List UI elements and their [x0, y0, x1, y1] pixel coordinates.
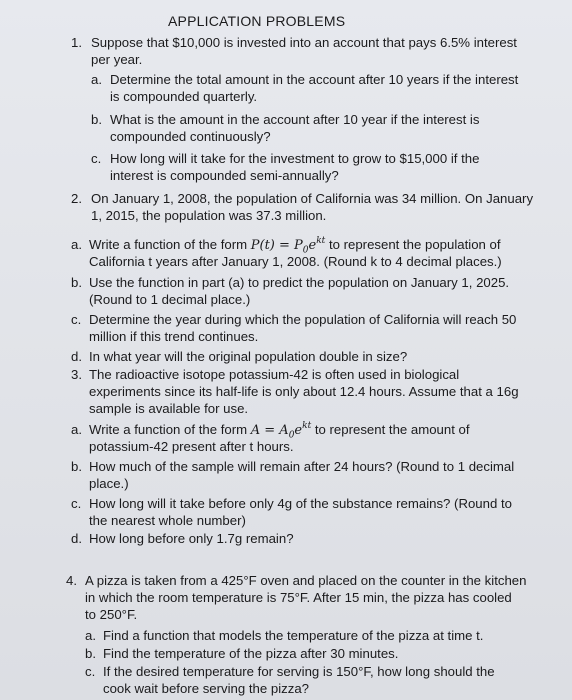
problem-2b [71, 274, 561, 308]
part-text-line: place.) [89, 476, 129, 491]
part-label: c. [91, 151, 102, 166]
problem-3a [71, 421, 561, 455]
part-label: a. [85, 628, 96, 643]
problem-3c [71, 495, 561, 529]
part-text-line: Find the temperature of the pizza after 30 minutes. [103, 646, 399, 661]
problem-number: 1. [71, 35, 82, 50]
part-label: b. [71, 459, 82, 474]
problem-text-line: A pizza is taken from a 425°F oven and placed on the counter in the kitchen [85, 573, 527, 588]
part-text-line: How long before only 1.7g remain? [89, 531, 294, 546]
problem-2 [71, 190, 561, 224]
problem-2c [71, 311, 561, 345]
problem-4b [85, 645, 555, 662]
math-expression: $P(t) = P_0e^{kt}$ [250, 236, 326, 256]
part-text-line: interest is compounded semi-annually? [110, 168, 339, 183]
problem-3d [71, 530, 561, 547]
part-text-line: If the desired temperature for serving is 150°F, how long should the [103, 664, 495, 679]
part-text-line: How long will it take before only 4g of the substance remains? (Round to [89, 496, 512, 511]
part-text-line: compounded continuously? [110, 129, 271, 144]
problem-1c [91, 150, 551, 184]
part-text-line: What is the amount in the account after 10 year if the interest is [110, 112, 480, 127]
part-label: a. [71, 237, 82, 252]
problem-number: 4. [66, 573, 77, 588]
problem-text-line: sample is available for use. [89, 401, 249, 416]
problem-text-line: The radioactive isotope potassium-42 is often used in biological [89, 367, 460, 382]
part-label: c. [85, 664, 96, 679]
problem-text-line: per year. [91, 52, 143, 67]
problem-text-line: 1, 2015, the population was 37.3 million. [91, 208, 327, 223]
part-text-line: cook wait before serving the pizza? [103, 681, 309, 696]
part-label: b. [85, 646, 96, 661]
part-text: to represent the population of [325, 237, 501, 252]
problem-text-line: to 250°F. [85, 607, 138, 622]
part-text-line: the nearest whole number) [89, 513, 246, 528]
problem-3 [71, 366, 561, 417]
part-text: Write a function of the form [89, 237, 251, 252]
problem-4a [85, 627, 555, 644]
problem-2a [71, 236, 561, 270]
part-text: to represent the amount of [311, 422, 470, 437]
problem-1 [71, 34, 551, 68]
part-text-line: California t years after January 1, 2008. (Round k to 4 decimal places.) [89, 254, 502, 269]
part-text-line: Determine the total amount in the account after 10 years if the interest [110, 72, 519, 87]
part-text: Write a function of the form [89, 422, 251, 437]
problem-1b [91, 111, 551, 145]
part-label: d. [71, 531, 82, 546]
part-text-line: How long will it take for the investment to grow to $15,000 if the [110, 151, 480, 166]
problem-number: 3. [71, 367, 82, 382]
part-label: d. [71, 349, 82, 364]
problem-text-line: On January 1, 2008, the population of California was 34 million. On January [91, 191, 534, 206]
problem-4 [66, 572, 561, 623]
part-text-line: In what year will the original population double in size? [89, 349, 408, 364]
part-label: c. [71, 312, 82, 327]
problem-text-line: Suppose that $10,000 is invested into an account that pays 6.5% interest [91, 35, 517, 50]
problem-3b [71, 458, 561, 492]
part-label: b. [71, 275, 82, 290]
problem-text-line: in which the room temperature is 75°F. After 15 min, the pizza has cooled [85, 590, 512, 605]
problem-4c [85, 663, 555, 697]
part-text-line: million if this trend continues. [89, 329, 259, 344]
problem-2d [71, 348, 561, 365]
problem-text-line: experiments since its half-life is only about 12.4 hours. Assume that a 16g [89, 384, 519, 399]
part-label: a. [91, 72, 102, 87]
part-text-line: Determine the year during which the population of California will reach 50 [89, 312, 517, 327]
math-expression: $A = A_0e^{kt}$ [250, 421, 312, 441]
page-title: APPLICATION PROBLEMS [168, 13, 346, 29]
problem-1a [91, 71, 551, 105]
problem-number: 2. [71, 191, 82, 206]
part-text-line: is compounded quarterly. [110, 89, 258, 104]
part-text-line: potassium-42 present after t hours. [89, 439, 294, 454]
part-text-line: How much of the sample will remain after 24 hours? (Round to 1 decimal [89, 459, 515, 474]
part-label: b. [91, 112, 102, 127]
part-text-line: (Round to 1 decimal place.) [89, 292, 251, 307]
part-text-line: Use the function in part (a) to predict the population on January 1, 2025. [89, 275, 510, 290]
part-label: c. [71, 496, 82, 511]
part-label: a. [71, 422, 82, 437]
part-text-line: Find a function that models the temperature of the pizza at time t. [103, 628, 484, 643]
